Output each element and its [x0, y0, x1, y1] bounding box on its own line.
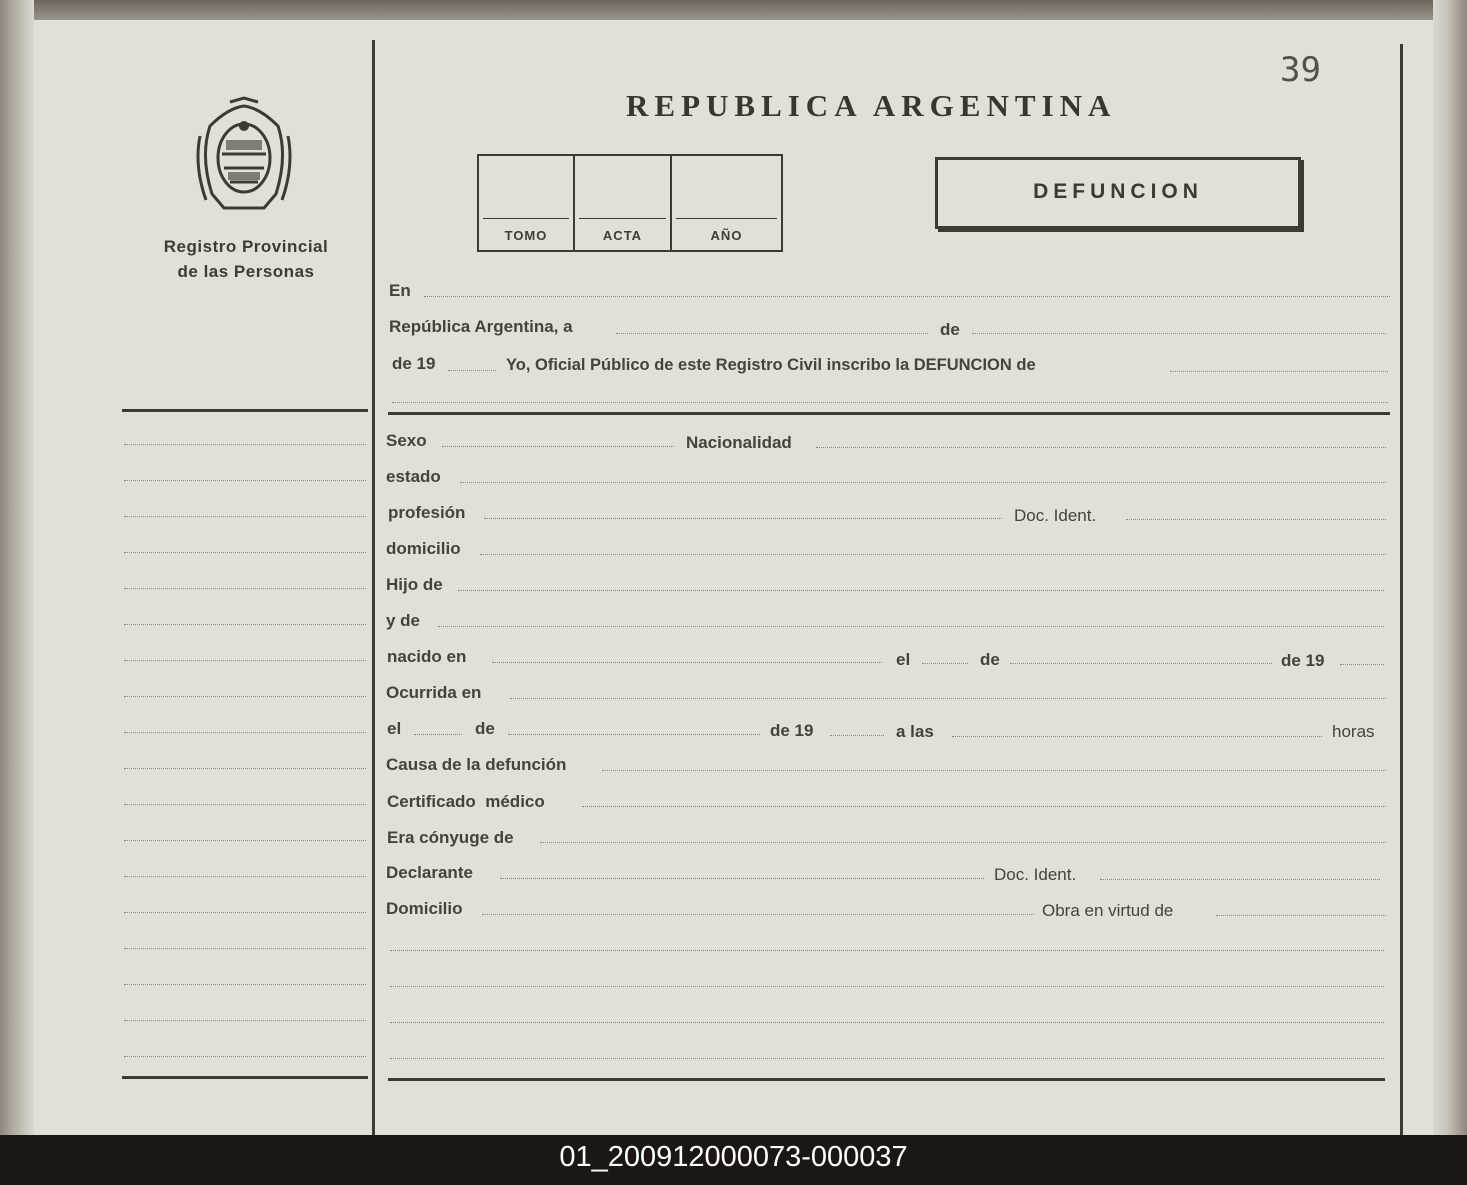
field-declarante[interactable] — [500, 878, 984, 879]
field-mes-nac[interactable] — [1010, 663, 1272, 664]
label-en: En — [389, 281, 411, 300]
main-rule-bottom — [388, 1078, 1385, 1081]
tomo-cell[interactable] — [479, 156, 575, 250]
label-domicilio-lc: domicilio — [386, 539, 461, 558]
field-doc-ident[interactable] — [1126, 519, 1386, 520]
field-dia-nac[interactable] — [922, 663, 968, 664]
field-estado[interactable] — [460, 482, 1386, 483]
margin-line[interactable] — [124, 732, 366, 733]
binding-left — [0, 0, 34, 1135]
field-anio-def[interactable] — [830, 735, 884, 736]
margin-line[interactable] — [124, 660, 366, 661]
label-y-de: y de — [386, 611, 421, 630]
field-blank-line[interactable] — [390, 950, 1384, 951]
field-blank-line[interactable] — [390, 1022, 1384, 1023]
label-doc-ident: Doc. Ident. — [1014, 506, 1097, 525]
margin-line[interactable] — [124, 480, 366, 481]
tomo-label: TOMO — [504, 228, 548, 243]
acta-cell[interactable] — [575, 156, 672, 250]
margin-line[interactable] — [124, 696, 366, 697]
label-certificado: Certificado médico — [387, 792, 545, 811]
column-divider — [372, 40, 375, 1135]
label-sexo: Sexo — [386, 431, 427, 450]
field-mes[interactable] — [972, 333, 1386, 334]
field-doc-ident-2[interactable] — [1100, 879, 1380, 880]
act-type-box — [935, 157, 1301, 229]
field-nombre-difunto[interactable] — [1170, 371, 1388, 372]
label-hijo-de: Hijo de — [386, 575, 443, 594]
agency-line-2: de las Personas — [177, 262, 315, 281]
label-el-ocurrida: el — [387, 719, 402, 738]
field-conyuge[interactable] — [540, 842, 1386, 843]
field-dia-def[interactable] — [414, 734, 462, 735]
field-hijo-de[interactable] — [458, 590, 1384, 591]
field-nacionalidad[interactable] — [816, 447, 1386, 448]
label-de-19: de 19 — [392, 354, 436, 373]
margin-line[interactable] — [124, 588, 366, 589]
label-profesion: profesión — [388, 503, 466, 522]
label-oficial: Yo, Oficial Público de este Registro Civil inscribo la DEFUNCION de — [506, 356, 1036, 374]
label-domicilio: Domicilio — [386, 899, 463, 918]
margin-line[interactable] — [124, 444, 366, 445]
anio-cell[interactable] — [672, 156, 781, 250]
field-anio-nac[interactable] — [1340, 664, 1384, 665]
label-causa: Causa de la defunción — [386, 755, 567, 774]
label-declarante: Declarante — [386, 863, 473, 882]
margin-line[interactable] — [124, 624, 366, 625]
binding-top — [0, 0, 1467, 20]
label-el: el — [896, 650, 911, 669]
margin-line[interactable] — [124, 912, 366, 913]
margin-line[interactable] — [124, 876, 366, 877]
margin-line[interactable] — [124, 984, 366, 985]
label-a-las: a las — [896, 722, 934, 741]
field-domicilio-lc[interactable] — [480, 554, 1386, 555]
label-nacido-en: nacido en — [387, 647, 467, 666]
right-border — [1400, 44, 1403, 1135]
label-ocurrida-en: Ocurrida en — [386, 683, 482, 702]
left-rule-bottom — [122, 1076, 368, 1079]
margin-line[interactable] — [124, 768, 366, 769]
anio-label: AÑO — [710, 228, 743, 243]
image-id-caption: 01_200912000073-000037 — [559, 1141, 908, 1173]
margin-line[interactable] — [124, 804, 366, 805]
field-certificado[interactable] — [582, 806, 1386, 807]
main-rule-top — [388, 412, 1390, 415]
page-number: 39 — [1280, 50, 1321, 90]
field-nombre-difunto-cont[interactable] — [392, 402, 1388, 403]
label-estado: estado — [386, 467, 441, 486]
label-obra: Obra en virtud de — [1042, 901, 1174, 920]
page-title: REPUBLICA ARGENTINA — [626, 88, 1117, 123]
agency-line-1: Registro Provincial — [163, 237, 329, 256]
margin-line[interactable] — [124, 516, 366, 517]
margin-line[interactable] — [124, 1020, 366, 1021]
field-blank-line[interactable] — [390, 1058, 1384, 1059]
field-ocurrida-en[interactable] — [510, 698, 1386, 699]
field-hora[interactable] — [952, 736, 1322, 737]
field-nacido-en[interactable] — [492, 662, 882, 663]
field-en[interactable] — [424, 296, 1390, 297]
coat-of-arms-icon — [190, 96, 298, 216]
margin-line[interactable] — [124, 552, 366, 553]
label-de-mes-nac: de — [980, 650, 1000, 669]
label-doc-ident-2: Doc. Ident. — [994, 865, 1077, 884]
left-rule-top — [122, 409, 368, 412]
field-mes-def[interactable] — [508, 734, 760, 735]
field-anio[interactable] — [448, 370, 496, 371]
margin-line[interactable] — [124, 840, 366, 841]
field-blank-line[interactable] — [390, 986, 1384, 987]
agency-name — [130, 234, 362, 284]
field-domicilio[interactable] — [482, 914, 1034, 915]
registry-number-box — [477, 154, 783, 252]
act-type-label: DEFUNCION — [1033, 180, 1203, 203]
field-obra[interactable] — [1216, 915, 1386, 916]
field-sexo[interactable] — [442, 446, 674, 447]
field-causa[interactable] — [602, 770, 1386, 771]
binding-right — [1433, 0, 1467, 1135]
field-dia[interactable] — [616, 333, 928, 334]
field-profesion[interactable] — [484, 518, 1002, 519]
label-conyuge: Era cónyuge de — [387, 828, 514, 847]
label-de-ocurrida: de — [475, 719, 495, 738]
label-de-19-nac: de 19 — [1281, 651, 1325, 670]
label-de-mes: de — [940, 320, 960, 339]
label-de-19-ocurrida: de 19 — [770, 721, 814, 740]
label-horas: horas — [1332, 722, 1375, 741]
margin-line[interactable] — [124, 1056, 366, 1057]
margin-line[interactable] — [124, 948, 366, 949]
acta-label: ACTA — [602, 228, 643, 243]
label-nacionalidad: Nacionalidad — [686, 433, 792, 452]
label-republica: República Argentina, a — [389, 317, 573, 336]
field-y-de[interactable] — [438, 626, 1384, 627]
